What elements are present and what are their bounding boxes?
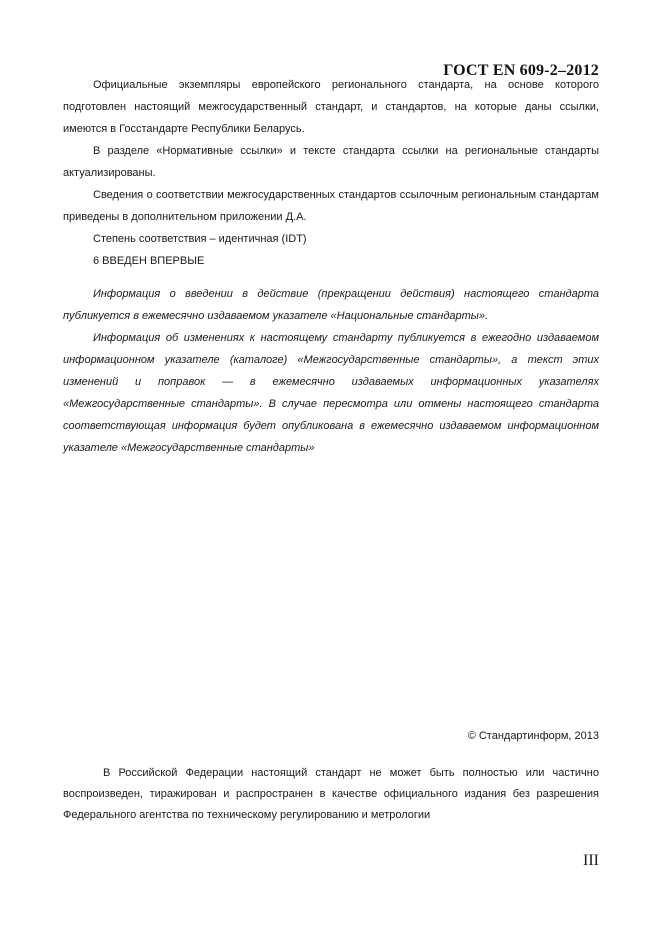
copyright-notice: © Стандартинформ, 2013 [467,730,599,742]
paragraph-correspondence-info: Сведения о соответствии межгосударственных стандартов ссылочным региональным стандартам приведены в дополнительном приложении Д.А. [63,189,599,223]
paragraph-changes-info: Информация об изменениях к настоящему стандарту публикуется в ежегодно издаваемом информационном указателе (каталоге) «Межгосударственные стандарты», а текст этих изменений и поправок — в ежемесячно издаваемых информационных указателях «Межгосударственные стандарты». В случае пересмотра или отмены настоящего стандарта соответствующая информация будет опубликована в ежемесячно издаваемом информационном указателе «Межгосударственные стандарты» [63,332,599,454]
paragraph-degree-of-correspondence: Степень соответствия – идентичная (IDT) [93,233,307,245]
paragraph-enactment-info: Информация о введении в действие (прекращении действия) настоящего стандарта публикуется в ежемесячно издаваемом указателе «Национальные стандарты». [63,288,599,322]
section-6-heading: 6 ВВЕДЕН ВПЕРВЫЕ [93,255,205,267]
page-number: III [583,852,599,869]
document-code-header: ГОСТ EN 609-2–2012 [443,62,599,79]
paragraph-official-copies: Официальные экземпляры европейского регионального стандарта, на основе которого подготовлен настоящий межгосударственный стандарт, и стандартов, на которые даны ссылки, имеются в Госстандарте Республики Беларусь. [63,79,599,135]
publication-info-block [63,283,599,459]
intro-text-block [63,74,599,250]
paragraph-reproduction-restriction: В Российской Федерации настоящий стандарт не может быть полностью или частично воспроизведен, тиражирован и распространен в качестве официального издания без разрешения Федерального агентства по техническому регулированию и метрологии [63,767,599,821]
paragraph-normative-references: В разделе «Нормативные ссылки» и тексте стандарта ссылки на региональные стандарты актуализированы. [63,145,599,179]
reproduction-notice-block [63,763,599,826]
